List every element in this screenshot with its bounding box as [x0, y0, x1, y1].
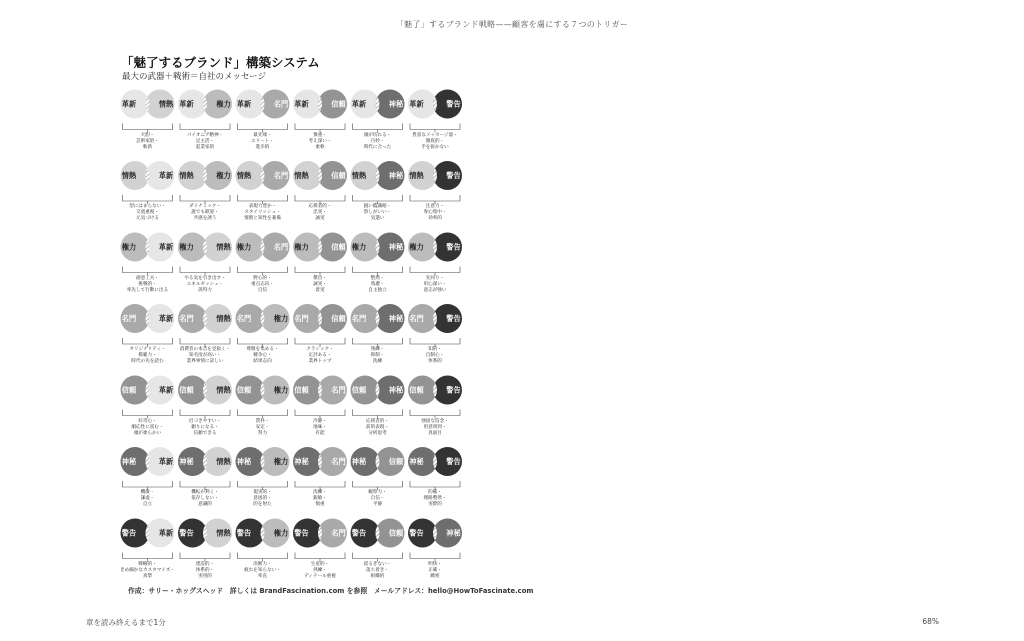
- combination-description: 戦略的・ きめ細かなカスタマイズ・ 真摯: [120, 561, 175, 579]
- combination-信頼-革新: [121, 376, 175, 419]
- combination-名門-神秘: [351, 304, 405, 347]
- combination-bracket: [123, 481, 173, 490]
- combination-信頼-神秘: [351, 376, 405, 419]
- primary-trigger-label: 神秘: [294, 457, 309, 467]
- combination-神秘-信頼: [351, 447, 405, 490]
- combination-description: 的確・ 理路整然・ 実際的: [423, 490, 447, 508]
- combination-権力-情熱: [178, 233, 232, 276]
- secondary-trigger-label: 革新: [158, 457, 174, 467]
- combination-description: 決断力・ 疲れを知らない・ 率直: [244, 561, 281, 579]
- combination-神秘-権力: [236, 447, 290, 490]
- primary-trigger-label: 名門: [236, 314, 252, 324]
- combination-警告-革新: [121, 519, 175, 562]
- combination-情熱-名門: [236, 161, 290, 204]
- combination-description: 機敏・ 謙虚・ 自立: [140, 490, 155, 508]
- combination-bracket: [180, 481, 230, 490]
- combination-bracket: [180, 410, 230, 419]
- secondary-trigger-label: 革新: [158, 314, 174, 324]
- primary-trigger-label: 革新: [351, 99, 367, 109]
- combination-権力-信頼: [293, 233, 347, 276]
- primary-trigger-label: 名門: [409, 314, 424, 324]
- primary-trigger-label: 信頼: [351, 385, 367, 395]
- combination-bracket: [410, 267, 460, 276]
- combination-警告-神秘: [408, 519, 462, 562]
- combination-名門-革新: [121, 304, 175, 347]
- secondary-trigger-label: 警告: [446, 314, 461, 324]
- combination-bracket: [353, 553, 403, 562]
- combination-権力-神秘: [351, 233, 405, 276]
- combination-革新-名門: [236, 90, 290, 133]
- primary-trigger-label: 警告: [294, 528, 309, 538]
- combination-description: 現実的・ 意図的・ 的を射た: [253, 490, 272, 508]
- combination-bracket: [295, 410, 345, 419]
- combination-警告-信頼: [351, 519, 405, 562]
- combination-情熱-革新: [121, 161, 175, 204]
- combination-権力-警告: [408, 233, 462, 276]
- secondary-trigger-label: 警告: [446, 242, 461, 252]
- combination-description: 型にはまらない・ 交流重視・ 元気づける: [129, 204, 166, 222]
- combination-description: 傑出・ 誠実・ 着実: [313, 275, 327, 293]
- secondary-trigger-label: 情熱: [216, 457, 231, 467]
- combination-bracket: [180, 338, 230, 347]
- combination-bracket: [180, 124, 230, 133]
- combination-description: パイオニア精神・ 足主活・ 起業家的: [186, 132, 224, 150]
- combination-description: 創意工夫・ 挑戦的・ 率先して行動に出る: [126, 275, 169, 293]
- combination-神秘-名門: [293, 447, 347, 490]
- combination-bracket: [238, 410, 288, 419]
- secondary-trigger-label: 情熱: [158, 99, 174, 109]
- combination-神秘-情熱: [178, 447, 232, 490]
- combination-description: 尊敬を集める・ 競争心・ 結果志向: [246, 347, 279, 365]
- primary-trigger-label: 情熱: [179, 171, 194, 181]
- secondary-trigger-label: 情熱: [216, 242, 231, 252]
- combination-革新-警告: [408, 90, 462, 133]
- secondary-trigger-label: 名門: [273, 99, 289, 109]
- diagram-subtitle: 最大の武器＋戦術＝自社のメッセージ: [122, 72, 266, 82]
- secondary-trigger-label: 権力: [216, 99, 231, 109]
- primary-trigger-label: 権力: [179, 242, 194, 252]
- combination-description: 強固な信念・ 用意周到・ 真面目: [421, 418, 449, 436]
- combination-description: 洗練・ 鋭敏・ 慎重: [313, 490, 327, 508]
- secondary-trigger-label: 革新: [158, 528, 174, 538]
- combination-bracket: [295, 195, 345, 204]
- combination-bracket: [295, 553, 345, 562]
- secondary-trigger-label: 信頼: [331, 171, 346, 181]
- combination-description: 消費者の本音を見抜く・ 知名度が高い・ 業界事情に詳しい: [179, 347, 231, 365]
- combination-description: 質朴・ 安定・ 努力: [255, 418, 270, 436]
- combination-bracket: [410, 195, 460, 204]
- secondary-trigger-label: 権力: [273, 314, 289, 324]
- reading-time: 章を読み終えるまで1分: [86, 618, 166, 627]
- reading-progress: 68%: [922, 617, 939, 626]
- credit-line: 作成：サリー・ホッグスヘッド 詳しくは BrandFascination.com を参照 メールアドレス：hello@HowToFascinate.com: [128, 587, 534, 595]
- primary-trigger-label: 名門: [121, 314, 137, 324]
- combination-bracket: [353, 481, 403, 490]
- combination-description: 表現力豊か・ スタイリッシュ・ 情熱と知性を兼備: [244, 204, 281, 222]
- secondary-trigger-label: 情熱: [216, 385, 231, 395]
- combination-革新-信頼: [293, 90, 347, 133]
- combination-bracket: [238, 481, 288, 490]
- combination-bracket: [238, 124, 288, 133]
- combination-名門-情熱: [178, 304, 232, 347]
- combination-bracket: [123, 124, 173, 133]
- secondary-trigger-label: 神秘: [388, 171, 404, 181]
- primary-trigger-label: 神秘: [121, 457, 137, 467]
- primary-trigger-label: 神秘: [179, 457, 194, 467]
- primary-trigger-label: 警告: [351, 528, 367, 538]
- combination-description: 近づきやすい・ 頼りになる・ 信頼できる: [188, 418, 222, 436]
- secondary-trigger-label: 神秘: [388, 242, 404, 252]
- secondary-trigger-label: 信頼: [388, 528, 404, 538]
- combination-description: 鋭い鑑識眼・ 察しがいい・ 気遣い: [363, 204, 392, 222]
- combination-名門-警告: [408, 304, 462, 347]
- primary-trigger-label: 革新: [409, 99, 424, 109]
- secondary-trigger-label: 名門: [331, 457, 346, 467]
- combination-情熱-警告: [408, 161, 462, 204]
- combination-警告-権力: [236, 519, 290, 562]
- combination-bracket: [123, 410, 173, 419]
- combination-革新-神秘: [351, 90, 405, 133]
- combination-description: 応援者的・ 前的表現・ 分析思考: [366, 418, 389, 436]
- primary-trigger-label: 名門: [294, 314, 309, 324]
- combination-bracket: [238, 267, 288, 276]
- secondary-trigger-label: 権力: [273, 528, 289, 538]
- combination-信頼-名門: [293, 376, 347, 419]
- combination-description: 知的・ 自制心・ 体系的: [425, 347, 445, 365]
- primary-trigger-label: 信頼: [409, 385, 424, 395]
- combination-description: 頭が切れる・ 巧妙・ 時代に合った: [363, 132, 392, 150]
- primary-trigger-label: 信頼: [294, 385, 309, 395]
- secondary-trigger-label: 神秘: [388, 314, 404, 324]
- combination-bracket: [180, 267, 230, 276]
- combination-警告-名門: [293, 519, 347, 562]
- secondary-trigger-label: 信頼: [388, 457, 404, 467]
- primary-trigger-label: 信頼: [179, 385, 194, 395]
- primary-trigger-label: 権力: [409, 242, 424, 252]
- primary-trigger-label: 革新: [236, 99, 252, 109]
- primary-trigger-label: 名門: [351, 314, 367, 324]
- combination-bracket: [353, 338, 403, 347]
- secondary-trigger-label: 警告: [446, 385, 461, 395]
- combination-bracket: [180, 553, 230, 562]
- combination-description: クラシック・ 定評ある・ 業界トップ: [306, 347, 334, 365]
- primary-trigger-label: 情熱: [121, 171, 137, 181]
- secondary-trigger-label: 革新: [158, 385, 174, 395]
- secondary-trigger-label: 神秘: [446, 528, 461, 538]
- primary-trigger-label: 神秘: [351, 457, 367, 467]
- primary-trigger-label: 情熱: [236, 171, 252, 181]
- combination-bracket: [238, 338, 288, 347]
- primary-trigger-label: 革新: [179, 99, 194, 109]
- primary-trigger-label: 信頼: [236, 385, 252, 395]
- primary-trigger-label: 情熱: [351, 171, 367, 181]
- combination-description: 大胆・ 芸術家的・ 斬新: [136, 132, 159, 150]
- primary-trigger-label: 神秘: [409, 457, 424, 467]
- secondary-trigger-label: 警告: [446, 99, 461, 109]
- combination-情熱-信頼: [293, 161, 347, 204]
- primary-trigger-label: 権力: [121, 242, 137, 252]
- secondary-trigger-label: 革新: [158, 171, 174, 181]
- combination-description: 注意力・ 専心集中・ 効率的: [423, 204, 447, 222]
- primary-trigger-label: 信頼: [121, 385, 137, 395]
- combination-description: 観察力・ 自信・ 平静: [368, 490, 387, 508]
- combination-名門-権力: [236, 304, 290, 347]
- combination-description: 冷静・ 地味・ 有能: [313, 418, 327, 436]
- secondary-trigger-label: 権力: [273, 385, 289, 395]
- combination-bracket: [123, 267, 173, 276]
- secondary-trigger-label: 名門: [273, 171, 289, 181]
- combination-description: 慎重・ 考え深い・ 柔軟: [308, 132, 332, 150]
- combination-description: 建設的・ 体系的・ 実用的: [195, 561, 215, 579]
- combination-description: 生産的・ 熟練・ ディテール重視: [304, 561, 336, 579]
- combination-description: 野心的・ 重点志向・ 自信: [251, 275, 274, 293]
- primary-trigger-label: 警告: [179, 528, 194, 538]
- combination-description: 最先端・ エリート・ 進歩的: [251, 132, 274, 150]
- combination-bracket: [353, 124, 403, 133]
- combination-信頼-警告: [408, 376, 462, 419]
- primary-trigger-label: 名門: [179, 314, 194, 324]
- secondary-trigger-label: 名門: [331, 528, 346, 538]
- primary-trigger-label: 権力: [236, 242, 252, 252]
- combination-bracket: [123, 195, 173, 204]
- combination-bracket: [180, 195, 230, 204]
- running-header: 「魅了」するブランド戦略——顧客を虜にする７つのトリガー: [395, 20, 629, 29]
- combination-信頼-情熱: [178, 376, 232, 419]
- primary-trigger-label: 情熱: [294, 171, 309, 181]
- secondary-trigger-label: 信頼: [331, 99, 346, 109]
- combination-description: 明快・ 正確・ 緻密: [428, 561, 442, 579]
- primary-trigger-label: 警告: [236, 528, 252, 538]
- secondary-trigger-label: 情熱: [216, 528, 231, 538]
- combination-bracket: [295, 267, 345, 276]
- primary-trigger-label: 革新: [121, 99, 137, 109]
- combination-革新-権力: [178, 90, 232, 133]
- combination-description: やる気を引き出す・ エネルギッシュ・ 説得力: [184, 275, 226, 293]
- combination-description: 豊富なメッセージ量・ 徹底的・ 手を抜かない: [412, 132, 458, 150]
- combination-神秘-警告: [408, 447, 462, 490]
- combination-bracket: [295, 338, 345, 347]
- primary-trigger-label: 権力: [351, 242, 367, 252]
- primary-trigger-label: 情熱: [409, 171, 424, 181]
- combination-description: 先回り・ 用心深い・ 意志が強い: [423, 275, 447, 293]
- combination-警告-情熱: [178, 519, 232, 562]
- secondary-trigger-label: 名門: [273, 242, 289, 252]
- combination-description: ダイナミック・ 誰でも歓迎・ 共感を誘う: [189, 204, 221, 222]
- combination-bracket: [238, 195, 288, 204]
- primary-trigger-label: 警告: [409, 528, 424, 538]
- combination-bracket: [238, 553, 288, 562]
- combination-bracket: [123, 338, 173, 347]
- combination-bracket: [295, 481, 345, 490]
- secondary-trigger-label: 権力: [273, 457, 289, 467]
- combination-bracket: [410, 124, 460, 133]
- combination-情熱-権力: [178, 161, 232, 204]
- combination-bracket: [353, 267, 403, 276]
- combination-description: 熟練・ 抑制・ 洗練: [370, 347, 385, 365]
- secondary-trigger-label: 名門: [331, 385, 346, 395]
- combination-革新-情熱: [121, 90, 175, 133]
- secondary-trigger-label: 革新: [158, 242, 174, 252]
- combination-権力-名門: [236, 233, 290, 276]
- secondary-trigger-label: 信頼: [331, 314, 346, 324]
- combination-名門-信頼: [293, 304, 347, 347]
- combination-bracket: [410, 553, 460, 562]
- secondary-trigger-label: 情熱: [216, 314, 231, 324]
- primary-trigger-label: 神秘: [236, 457, 252, 467]
- secondary-trigger-label: 神秘: [388, 99, 404, 109]
- combination-情熱-神秘: [351, 161, 405, 204]
- combination-信頼-権力: [236, 376, 290, 419]
- combination-権力-革新: [121, 233, 175, 276]
- combination-description: 揺るぎない・ 落ち着き・ 組織的: [363, 561, 392, 579]
- combination-bracket: [353, 195, 403, 204]
- primary-trigger-label: 警告: [121, 528, 137, 538]
- primary-trigger-label: 権力: [294, 242, 309, 252]
- combination-description: 整然・ 熟慮・ 自主独立: [368, 275, 387, 293]
- diagram-title: 「魅了するブランド」構築システム: [121, 55, 320, 70]
- combination-bracket: [410, 410, 460, 419]
- secondary-trigger-label: 警告: [446, 457, 461, 467]
- secondary-trigger-label: 警告: [446, 171, 461, 181]
- secondary-trigger-label: 信頼: [331, 242, 346, 252]
- combination-bracket: [353, 410, 403, 419]
- primary-trigger-label: 革新: [294, 99, 309, 109]
- combination-description: 好奇心・ 順応性に富む・ 頭が柔らかい: [131, 418, 164, 436]
- combination-description: 応援者的・ 忠実・ 誠実: [308, 204, 332, 222]
- combination-description: 機転が利く・ 依存しない・ 意識的: [191, 490, 219, 508]
- secondary-trigger-label: 神秘: [388, 385, 404, 395]
- combination-description: オリジナリティ・ 模範力・ 時代の先を読む: [129, 347, 166, 365]
- combination-bracket: [295, 124, 345, 133]
- combination-bracket: [410, 338, 460, 347]
- combination-神秘-革新: [121, 447, 175, 490]
- combination-bracket: [410, 481, 460, 490]
- secondary-trigger-label: 権力: [216, 171, 231, 181]
- combination-bracket: [123, 553, 173, 562]
